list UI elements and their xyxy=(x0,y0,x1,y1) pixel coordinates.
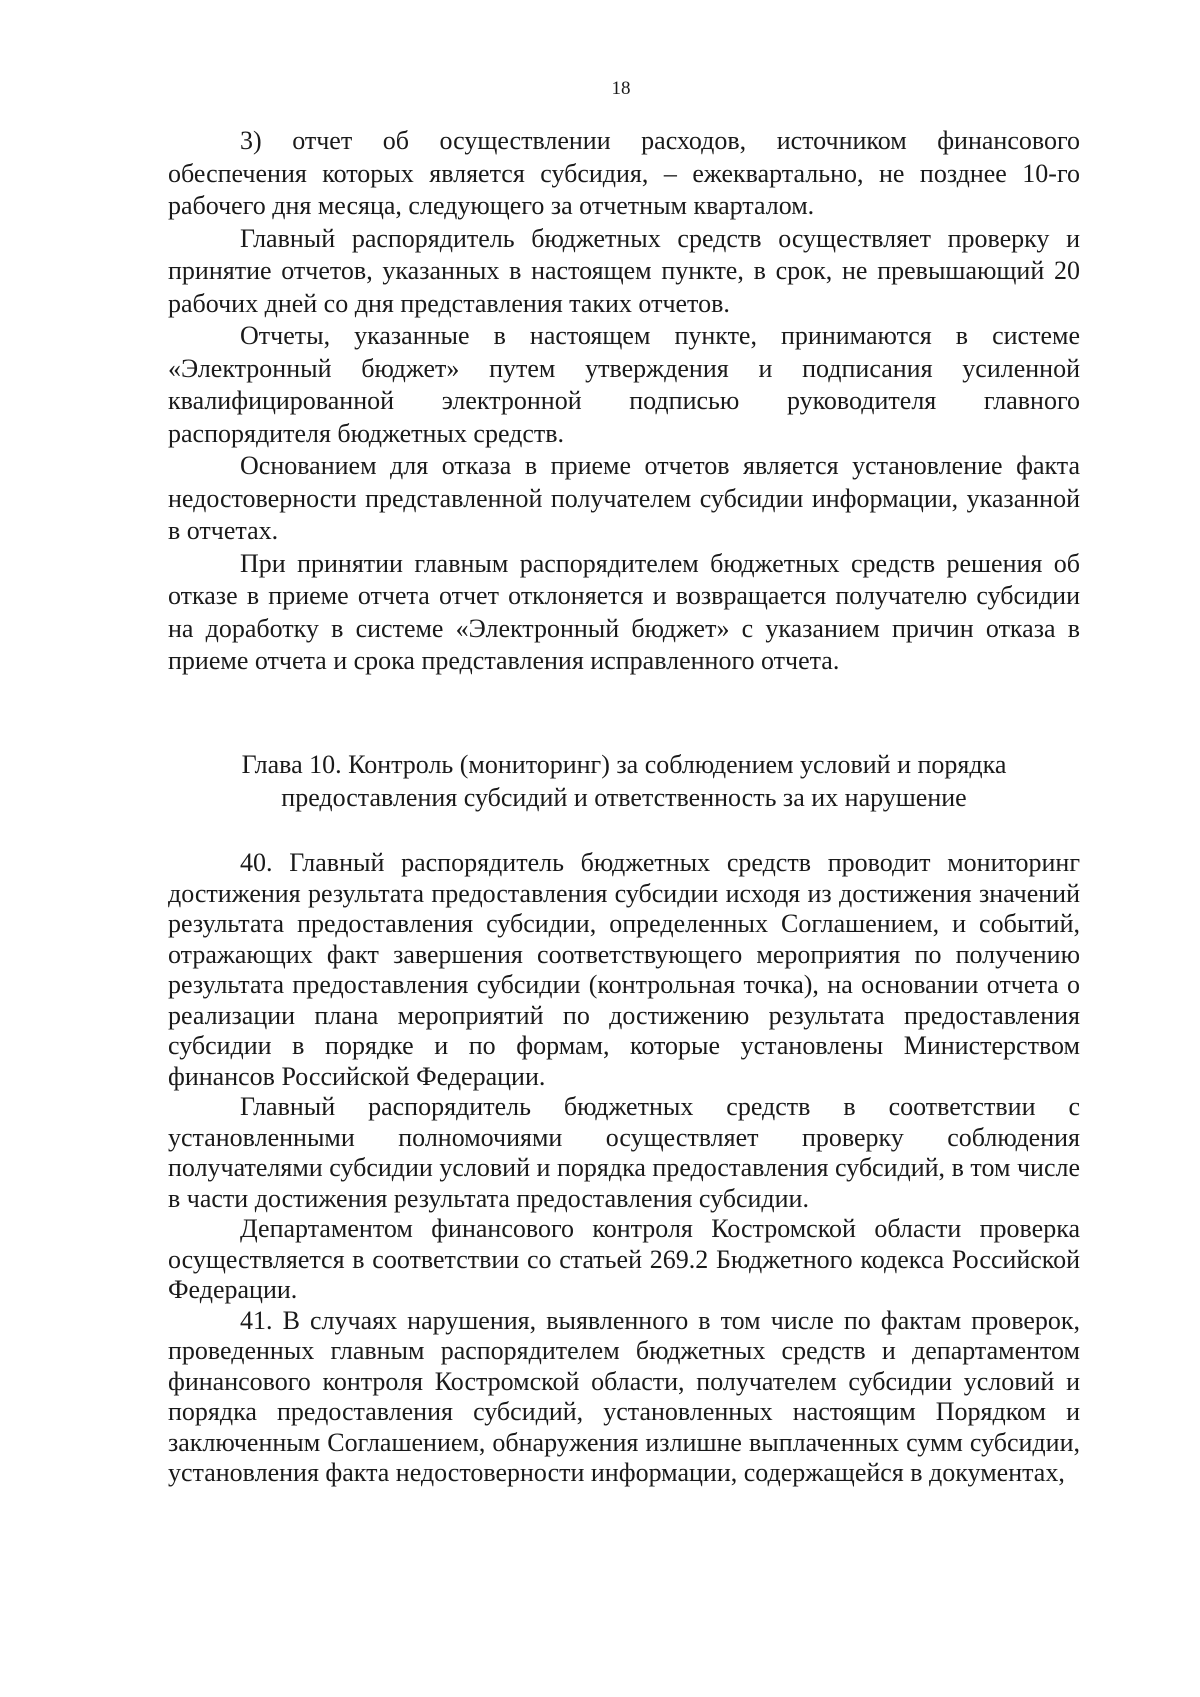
paragraph-report-3: 3) отчет об осуществлении расходов, источником финансового обеспечения которых является субсидия, – ежеквартально, не позднее 10-го рабочего дня месяца, следующего за отчетным кварталом. xyxy=(168,126,1080,220)
chapter-heading xyxy=(150,748,1098,814)
paragraph-compliance-check: Главный распорядитель бюджетных средств в соответствии с установленными полномочиями осуществляет проверку соблюдения получателями субсидии условий и порядка предоставления субсидий, в том числе в части достижения результата предоставления субсидии. xyxy=(168,1092,1080,1213)
paragraph-financial-control: Департаментом финансового контроля Костромской области проверка осуществляется в соответствии со статьей 269.2 Бюджетного кодекса Российской Федерации. xyxy=(168,1214,1080,1304)
paragraph-electronic-budget: Отчеты, указанные в настоящем пункте, принимаются в системе «Электронный бюджет» путем утверждения и подписания усиленной квалифицированной электронной подписью руководителя главного распорядителя бюджетных средств. xyxy=(168,321,1080,448)
page-number: 18 xyxy=(611,78,631,99)
paragraph-item-41: 41. В случаях нарушения, выявленного в том числе по фактам проверок, проведенных главным распорядителем бюджетных средств и департаментом финансового контроля Костромской области, получателем субсидии условий и порядка предоставления субсидий, установленных настоящим Порядком и заключенным Соглашением, обнаружения излишне выплаченных сумм субсидии, установления факта недостоверности информации, содержащейся в документах, xyxy=(168,1305,1080,1487)
paragraph-report-check: Главный распорядитель бюджетных средств осуществляет проверку и принятие отчетов, указанных в настоящем пункте, в срок, не превышающий 20 рабочих дней со дня представления таких отчетов. xyxy=(168,223,1080,318)
paragraph-item-40: 40. Главный распорядитель бюджетных средств проводит мониторинг достижения результата предоставления субсидии исходя из достижения значений результата предоставления субсидии, определенных Соглашением, и событий, отражающих факт завершения соответствующего мероприятия по получению результата предоставления субсидии (контрольная точка), на основании отчета о реализации плана мероприятий по достижению результата предоставления субсидии в порядке и по формам, которые установлены Министерством финансов Российской Федерации. xyxy=(168,848,1080,1091)
chapter-heading-line-1: Глава 10. Контроль (мониторинг) за соблюдением условий и порядка xyxy=(241,750,1007,779)
chapter-heading-line-2: предоставления субсидий и ответственность за их нарушение xyxy=(281,783,967,812)
paragraph-refusal-decision: При принятии главным распорядителем бюджетных средств решения об отказе в приеме отчета отчет отклоняется и возвращается получателю субсидии на доработку в системе «Электронный бюджет» с указанием причин отказа в приеме отчета и срока представления исправленного отчета. xyxy=(168,548,1080,675)
text-block-top xyxy=(168,125,1080,678)
text-block-bottom xyxy=(168,848,1080,1489)
paragraph-refusal-grounds: Основанием для отказа в приеме отчетов является установление факта недостоверности представленной получателем субсидии информации, указанной в отчетах. xyxy=(168,451,1080,545)
